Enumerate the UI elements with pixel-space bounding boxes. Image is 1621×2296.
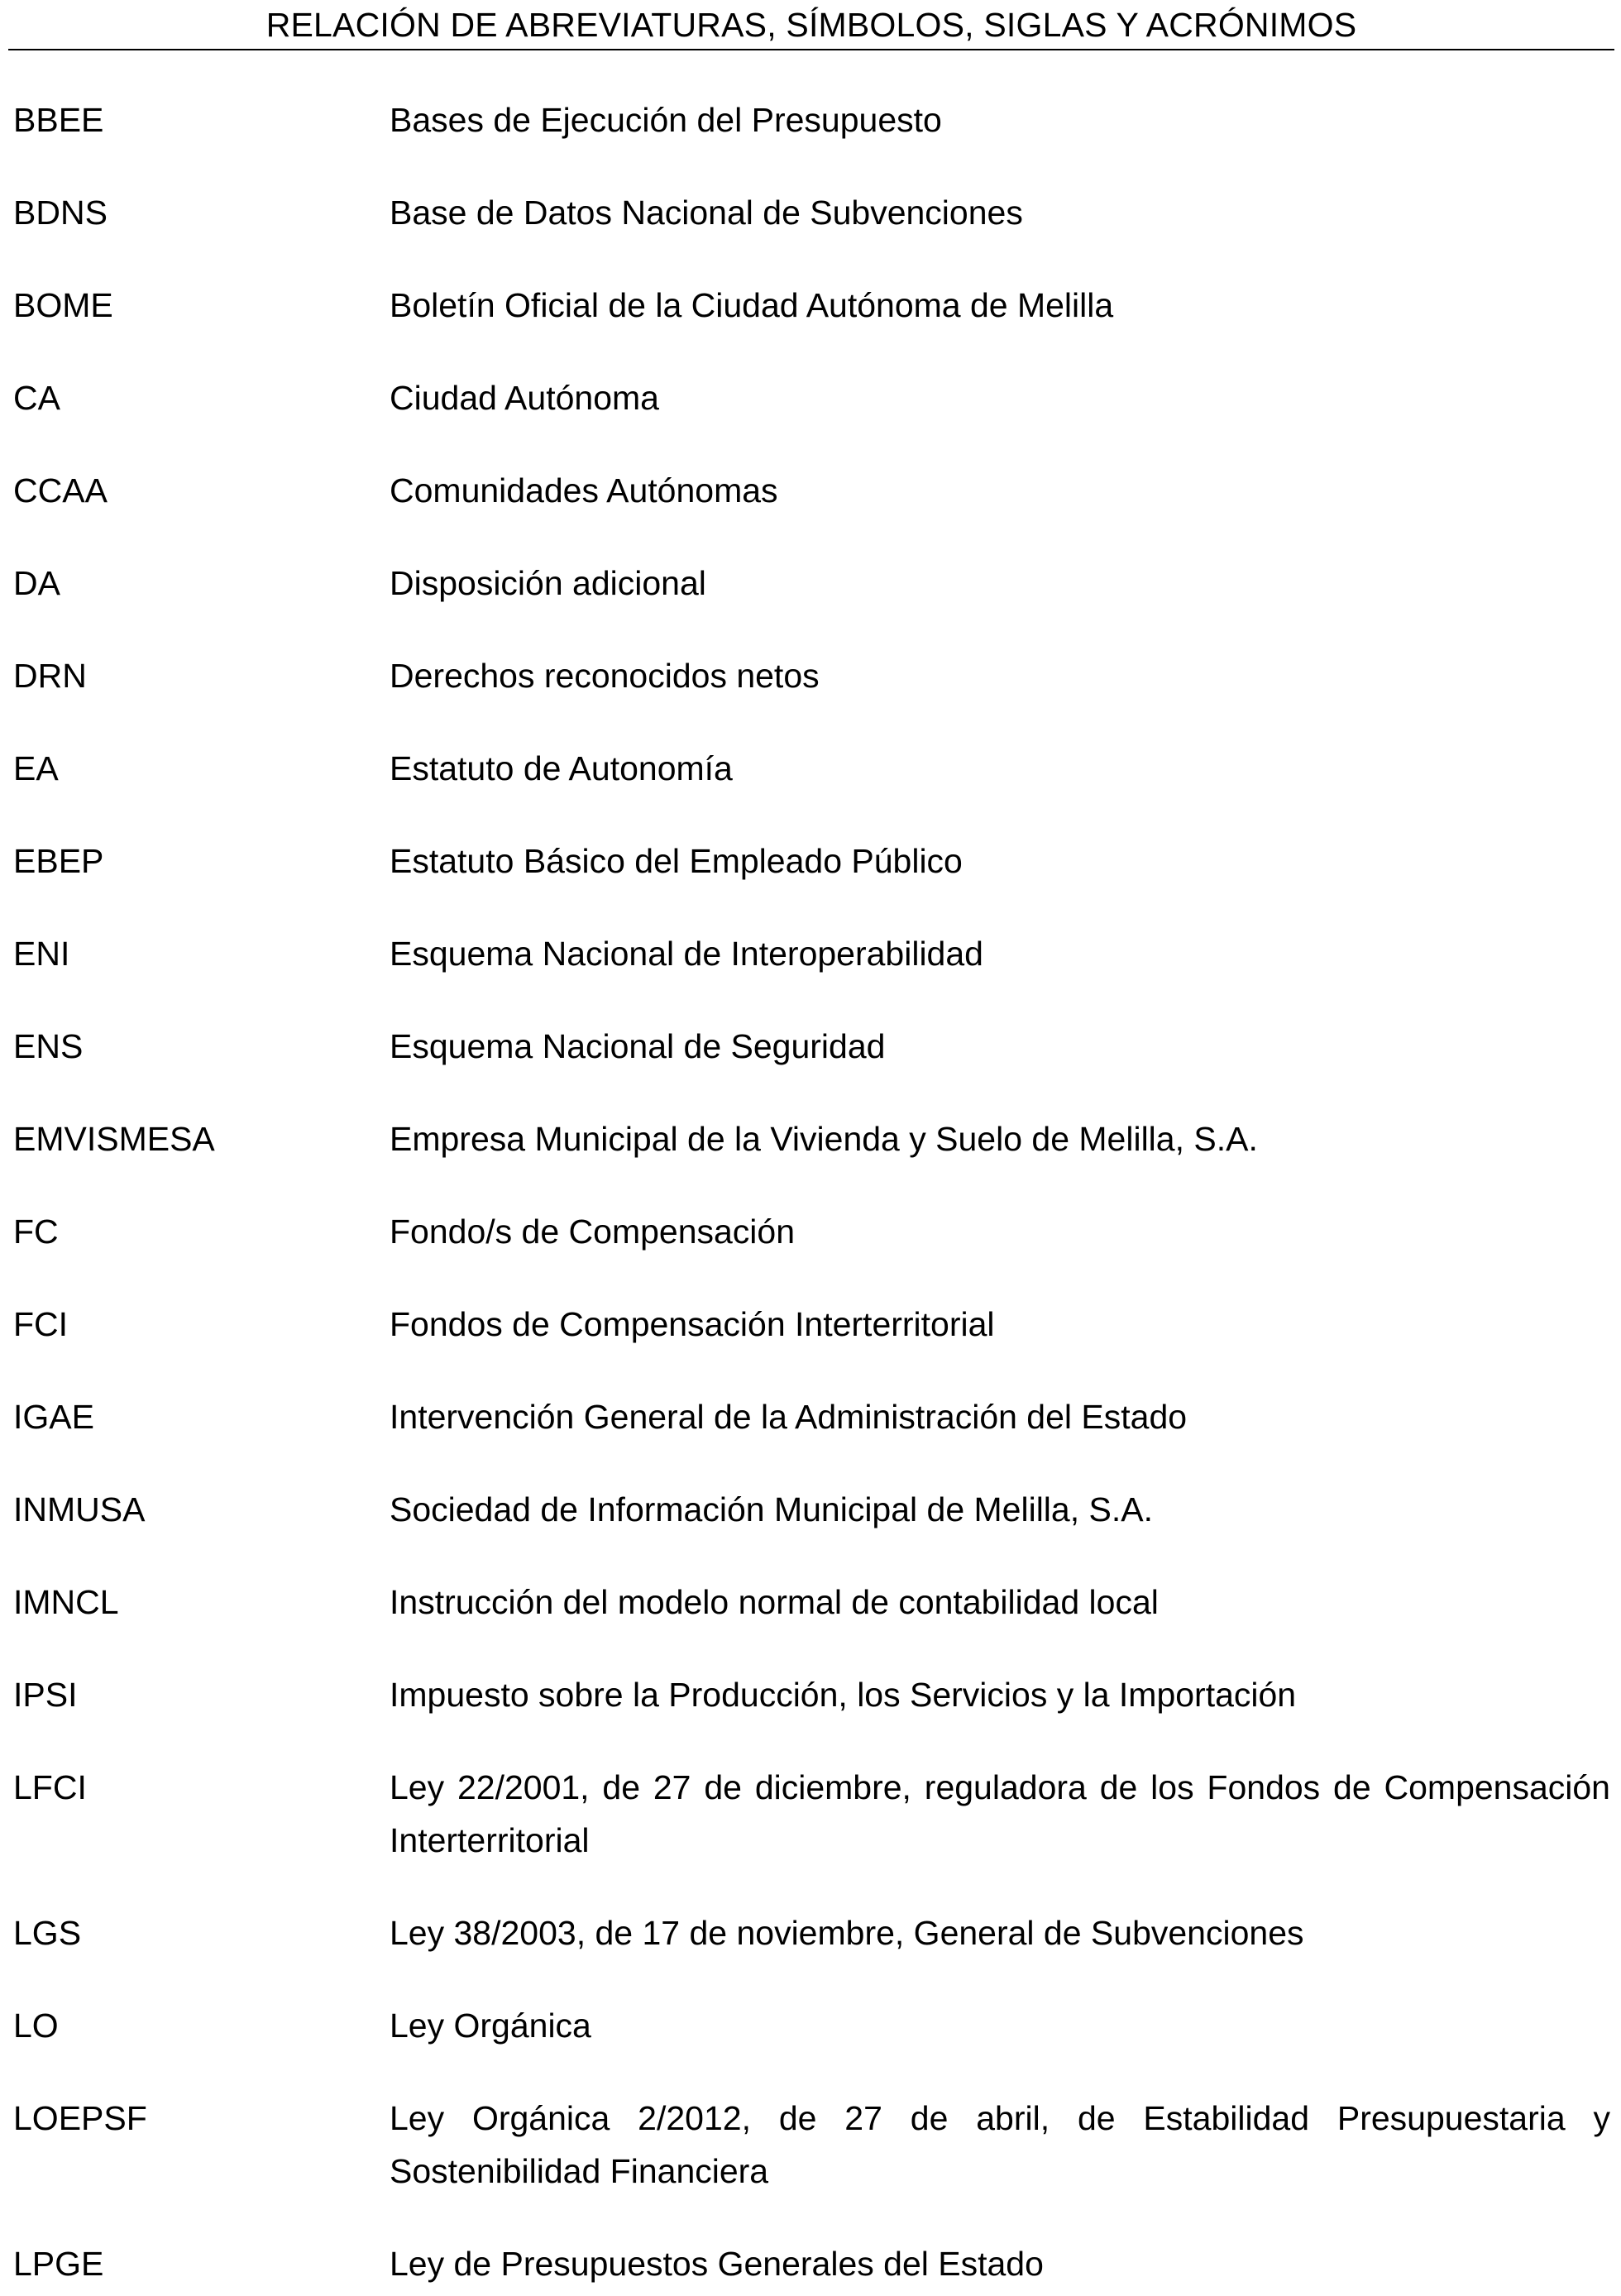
abbreviation: ENI [13, 935, 70, 973]
definition: Sociedad de Información Municipal de Melilla, S.A. [390, 1490, 1153, 1528]
definition: Ley 38/2003, de 17 de noviembre, General de Subvenciones [390, 1914, 1304, 1952]
abbreviation: LFCI [13, 1768, 87, 1806]
definition: Ley de Presupuestos Generales del Estado [390, 2245, 1044, 2283]
abbreviation: LO [13, 2007, 59, 2045]
abbreviation: LPGE [13, 2245, 104, 2283]
definition: Esquema Nacional de Seguridad [390, 1027, 886, 1065]
definition: Comunidades Autónomas [390, 471, 778, 509]
abbreviation: BBEE [13, 101, 104, 139]
abbreviation: EBEP [13, 842, 104, 880]
abbreviation: EA [13, 749, 59, 787]
definition: Bases de Ejecución del Presupuesto [390, 101, 942, 139]
definition: Base de Datos Nacional de Subvenciones [390, 194, 1023, 232]
abbreviation: CA [13, 379, 60, 417]
abbreviation: IMNCL [13, 1583, 119, 1621]
abbreviation: BOME [13, 286, 113, 324]
definition: Impuesto sobre la Producción, los Servicios y la Importación [390, 1676, 1297, 1714]
definition: Fondos de Compensación Interterritorial [390, 1305, 995, 1343]
definition: Ciudad Autónoma [390, 379, 659, 417]
definition: Ley Orgánica 2/2012, de 27 de abril, de Estabilidad Presupuestaria y Sostenibilidad Financiera [390, 2099, 1610, 2190]
definition: Ley 22/2001, de 27 de diciembre, reguladora de los Fondos de Compensación Interterritorial [390, 1768, 1610, 1859]
abbreviation: FCI [13, 1305, 69, 1343]
abbreviation: ENS [13, 1027, 84, 1065]
abbreviation: DRN [13, 657, 87, 695]
definition: Fondo/s de Compensación [390, 1213, 796, 1251]
abbreviation: BDNS [13, 194, 108, 232]
definition: Esquema Nacional de Interoperabilidad [390, 935, 983, 973]
definition: Empresa Municipal de la Vivienda y Suelo de Melilla, S.A. [390, 1120, 1258, 1158]
abbreviation: IPSI [13, 1676, 78, 1714]
definition: Instrucción del modelo normal de contabilidad local [390, 1583, 1159, 1621]
abbreviation: INMUSA [13, 1490, 146, 1528]
abbreviation: IGAE [13, 1398, 94, 1436]
abbreviation: EMVISMESA [13, 1120, 215, 1158]
definition: Intervención General de la Administración del Estado [390, 1398, 1188, 1436]
definition: Disposición adicional [390, 564, 706, 602]
definition: Estatuto de Autonomía [390, 749, 733, 787]
abbreviation: LGS [13, 1914, 82, 1952]
definition: Ley Orgánica [390, 2007, 591, 2045]
abbreviation: FC [13, 1213, 59, 1251]
abbreviation: LOEPSF [13, 2099, 147, 2137]
definition: Derechos reconocidos netos [390, 657, 820, 695]
definition: Boletín Oficial de la Ciudad Autónoma de Melilla [390, 286, 1114, 324]
abbreviation: CCAA [13, 471, 108, 509]
abbreviation: DA [13, 564, 60, 602]
page-title: RELACIÓN DE ABREVIATURAS, SÍMBOLOS, SIGLAS Y ACRÓNIMOS [265, 6, 1357, 44]
definition: Estatuto Básico del Empleado Público [390, 842, 963, 880]
